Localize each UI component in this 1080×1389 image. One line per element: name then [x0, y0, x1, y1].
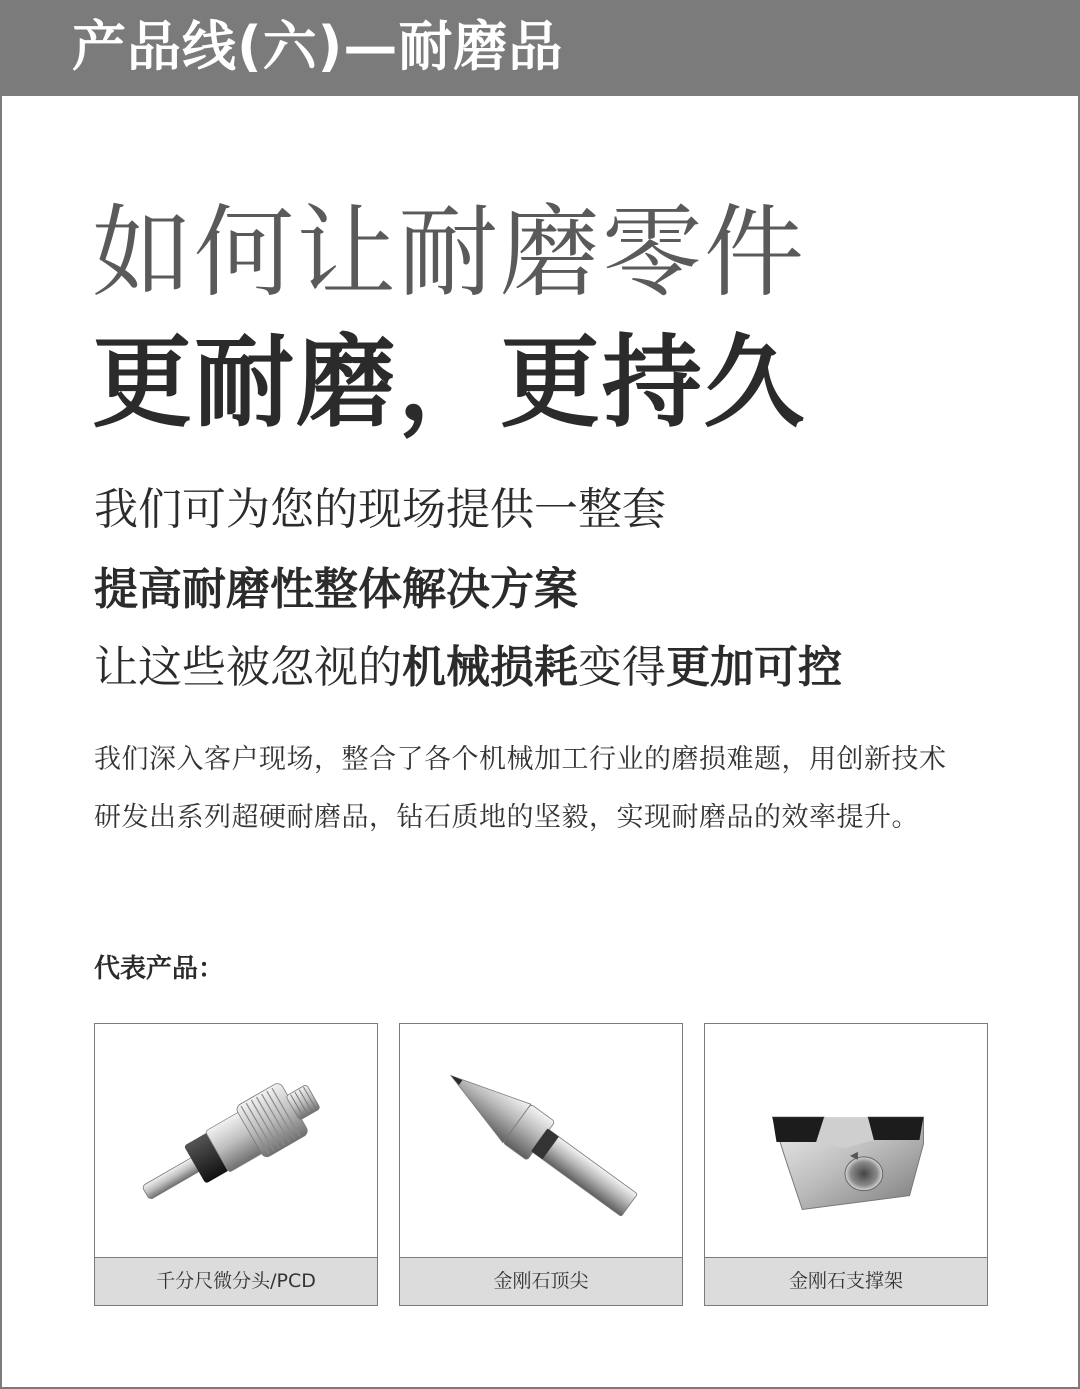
subheadline-3-emphasis-2: 更加可控 [666, 642, 842, 693]
product-card-micrometer[interactable] [94, 1023, 378, 1306]
body-text-line-1: 我们深入客户现场，整合了各个机械加工行业的磨损难题，用创新技术 [94, 744, 947, 775]
body-text-line-2: 研发出系列超硬耐磨品，钻石质地的坚毅，实现耐磨品的效率提升。 [94, 802, 919, 833]
micrometer-head-icon [95, 1024, 377, 1258]
header-title: 产品线(六)—耐磨品 [72, 15, 564, 78]
diamond-support-bracket-icon [705, 1024, 987, 1258]
product-caption: 金刚石支撑架 [705, 1257, 987, 1305]
product-card-support-bracket[interactable] [704, 1023, 988, 1306]
product-caption: 金刚石顶尖 [400, 1257, 682, 1305]
subheadline-line-2: 提高耐磨性整体解决方案 [94, 564, 578, 615]
subheadline-3-part-1: 让这些被忽视的 [94, 642, 402, 693]
product-card-center-point[interactable] [399, 1023, 683, 1306]
subheadline-3-emphasis-1: 机械损耗 [402, 642, 578, 693]
headline-line-1: 如何让耐磨零件 [92, 194, 806, 311]
subheadline-line-3 [94, 640, 842, 696]
representative-products-label: 代表产品： [94, 954, 225, 984]
diamond-center-point-icon [400, 1024, 682, 1258]
subheadline-line-1: 我们可为您的现场提供一整套 [94, 484, 666, 535]
subheadline-3-part-3: 变得 [578, 642, 666, 693]
product-caption: 千分尺微分头/PCD [95, 1257, 377, 1305]
header-bar [2, 0, 1078, 96]
headline-line-2: 更耐磨，更持久 [92, 324, 806, 441]
